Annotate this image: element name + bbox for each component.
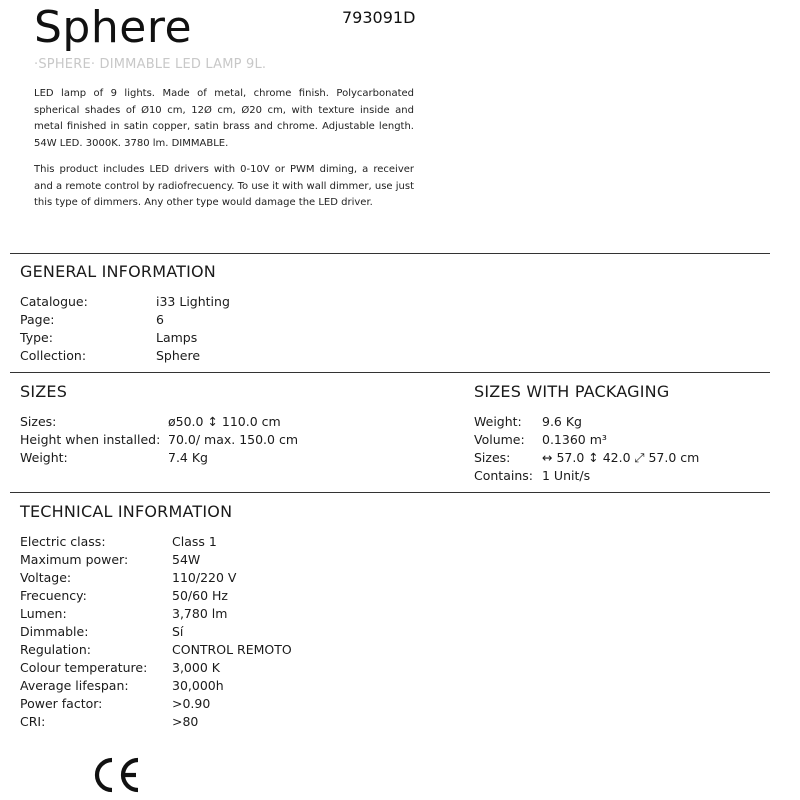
row-value: Sí xyxy=(172,624,184,639)
general-information-title: GENERAL INFORMATION xyxy=(20,262,216,281)
row-value: 9.6 Kg xyxy=(542,414,582,429)
row-label: Dimmable: xyxy=(20,624,89,639)
row-value: ↔ 57.0 ↕ 42.0 ⤢ 57.0 cm xyxy=(542,450,700,465)
row-label: Sizes: xyxy=(20,414,57,429)
row-value: Class 1 xyxy=(172,534,217,549)
row-label: CRI: xyxy=(20,714,46,729)
product-subtitle: ·SPHERE· DIMMABLE LED LAMP 9L. xyxy=(34,57,267,72)
row-label: Type: xyxy=(20,330,53,345)
divider xyxy=(10,253,770,254)
row-label: Lumen: xyxy=(20,606,67,621)
row-value: 30,000h xyxy=(172,678,224,693)
row-value: >80 xyxy=(172,714,199,729)
row-value: >0.90 xyxy=(172,696,211,711)
row-value: 1 Unit/s xyxy=(542,468,591,483)
technical-information-title: TECHNICAL INFORMATION xyxy=(20,502,233,521)
row-value: Lamps xyxy=(156,330,198,345)
row-value: Sphere xyxy=(156,348,201,363)
row-value: 54W xyxy=(172,552,201,567)
product-title: Sphere xyxy=(34,2,193,53)
row-label: Average lifespan: xyxy=(20,678,129,693)
row-value: 3,000 K xyxy=(172,660,220,675)
row-label: Height when installed: xyxy=(20,432,161,447)
divider xyxy=(10,492,770,493)
row-value: 110/220 V xyxy=(172,570,237,585)
row-value: 6 xyxy=(156,312,164,327)
row-value: 7.4 Kg xyxy=(168,450,208,465)
product-description-2: This product includes LED drivers with 0-10V or PWM diming, a receiver and a remote control by radiofrecuency. To use it with wall dimmer, use just this type of dimmers. Any other type would damage the LED driver. xyxy=(34,164,414,208)
row-label: Contains: xyxy=(474,468,533,483)
packaging-title: SIZES WITH PACKAGING xyxy=(474,382,670,401)
row-label: Colour temperature: xyxy=(20,660,148,675)
sizes-title: SIZES xyxy=(20,382,68,401)
row-label: Electric class: xyxy=(20,534,106,549)
row-label: Voltage: xyxy=(20,570,72,585)
row-label: Regulation: xyxy=(20,642,91,657)
row-label: Maximum power: xyxy=(20,552,129,567)
row-label: Power factor: xyxy=(20,696,103,711)
row-label: Page: xyxy=(20,312,55,327)
row-label: Weight: xyxy=(20,450,68,465)
row-label: Catalogue: xyxy=(20,294,88,309)
row-label: Collection: xyxy=(20,348,87,363)
row-label: Weight: xyxy=(474,414,522,429)
ce-mark-icon xyxy=(90,756,142,794)
row-value: ø50.0 ↕ 110.0 cm xyxy=(168,414,281,429)
row-value: CONTROL REMOTO xyxy=(172,642,292,657)
divider xyxy=(10,372,770,373)
row-value: 50/60 Hz xyxy=(172,588,228,603)
row-label: Volume: xyxy=(474,432,525,447)
product-description-1: LED lamp of 9 lights. Made of metal, chrome finish. Polycarbonated spherical shades of Ø10 cm, 12Ø cm, Ø20 cm, with texture inside and metal finished in satin copper, satin brass and chrome. Adjustable length. 54W LED. 3000K. 3780 lm. DIMMABLE. xyxy=(34,88,414,149)
product-reference: 793091D xyxy=(342,8,416,27)
row-label: Frecuency: xyxy=(20,588,87,603)
row-label: Sizes: xyxy=(474,450,511,465)
row-value: 0.1360 m³ xyxy=(542,432,607,447)
row-value: i33 Lighting xyxy=(156,294,230,309)
row-value: 70.0/ max. 150.0 cm xyxy=(168,432,299,447)
row-value: 3,780 lm xyxy=(172,606,228,621)
